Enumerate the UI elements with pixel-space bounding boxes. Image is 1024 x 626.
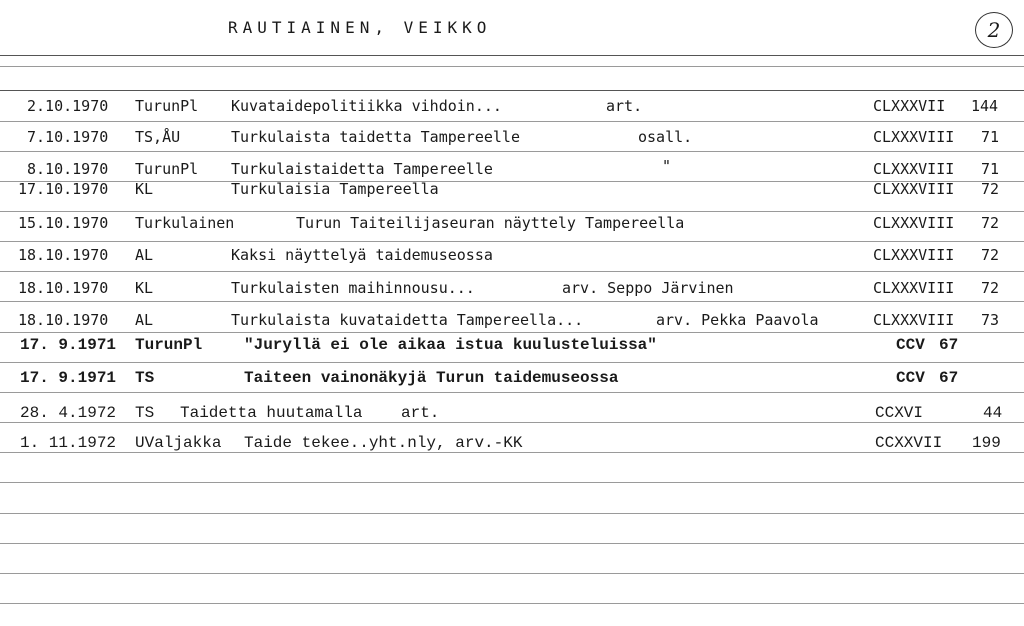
entry-source: KL (135, 279, 154, 297)
entry-ref: CLXXXVIII (873, 279, 955, 297)
entry-ref: CLXXXVIII (873, 214, 955, 232)
entry-page: 67 (939, 369, 959, 387)
entry-date: 2.10.1970 (27, 97, 109, 115)
ruled-line (0, 392, 1024, 393)
entry-page: 72 (981, 214, 1000, 232)
entry-title: Taiteen vainonäkyjä Turun taidemuseossa (244, 369, 619, 387)
entry-row (0, 246, 1024, 268)
card-header-name: RAUTIAINEN, VEIKKO (228, 18, 492, 37)
ruled-line (0, 482, 1024, 483)
entry-title: Turkulaisia Tampereella (231, 180, 439, 198)
entry-note: " (662, 157, 672, 175)
entry-page: 73 (981, 311, 1000, 329)
entry-ref: CLXXXVIII (873, 128, 955, 146)
entry-date: 28. 4.1972 (20, 404, 117, 422)
ruled-line (0, 151, 1024, 152)
entry-date: 8.10.1970 (27, 160, 109, 178)
entry-note: osall. (638, 128, 693, 146)
entry-ref: CLXXXVIII (873, 180, 955, 198)
entry-date: 17. 9.1971 (20, 336, 117, 354)
entry-title: "Juryllä ei ole aikaa istua kuulusteluissa" (244, 336, 657, 354)
ruled-line (0, 543, 1024, 544)
entry-note: art. (606, 97, 643, 115)
entry-title: Turun Taiteilijaseuran näyttely Tampereella (296, 214, 685, 232)
ruled-line (0, 211, 1024, 212)
entry-title: Kuvataidepolitiikka vihdoin... (231, 97, 502, 115)
entry-page: 71 (981, 160, 1000, 178)
ruled-line (0, 362, 1024, 363)
entry-date: 18.10.1970 (18, 246, 109, 264)
entry-row (0, 97, 1024, 119)
entry-date: 18.10.1970 (18, 279, 109, 297)
entry-ref: CCXXVII (875, 434, 943, 452)
entry-title: Taide tekee..yht.nly, arv.-KK (244, 434, 523, 452)
entry-row (0, 214, 1024, 236)
entry-page: 71 (981, 128, 1000, 146)
entry-row (0, 311, 1024, 333)
ruled-line (0, 66, 1024, 67)
entry-row (0, 369, 1024, 391)
entry-row (0, 279, 1024, 301)
entry-ref: CLXXXVII (873, 97, 946, 115)
entry-date: 1. 11.1972 (20, 434, 117, 452)
entry-date: 15.10.1970 (18, 214, 109, 232)
ruled-line (0, 603, 1024, 604)
entry-page: 199 (972, 434, 1001, 452)
entry-source: TurunPl (135, 336, 203, 354)
entry-title: Turkulaisten maihinnousu... (231, 279, 475, 297)
entry-title: Turkulaista taidetta Tampereelle (231, 128, 520, 146)
entry-ref: CLXXXVIII (873, 160, 955, 178)
entry-row (0, 128, 1024, 150)
entry-row (0, 404, 1024, 426)
ruled-line (0, 271, 1024, 272)
entry-source: TS,ÅU (135, 128, 181, 146)
entry-source: TurunPl (135, 160, 199, 178)
ruled-line (0, 513, 1024, 514)
entry-note: arv. Pekka Paavola (656, 311, 819, 329)
ruled-line (0, 301, 1024, 302)
entry-source: KL (135, 180, 154, 198)
entry-page: 72 (981, 180, 1000, 198)
entry-page: 44 (983, 404, 1003, 422)
entry-row (0, 157, 1024, 182)
entry-source: Turkulainen (135, 214, 235, 232)
entry-note: arv. Seppo Järvinen (562, 279, 734, 297)
entry-title: Turkulaista kuvataidetta Tampereella... (231, 311, 584, 329)
entry-title: Turkulaistaidetta Tampereelle (231, 160, 493, 178)
ruled-line (0, 241, 1024, 242)
header-rule (0, 55, 1024, 56)
entry-page: 67 (939, 336, 959, 354)
entry-date: 18.10.1970 (18, 311, 109, 329)
entry-row (0, 336, 1024, 358)
entry-ref: CCV (896, 369, 925, 387)
entry-date: 17. 9.1971 (20, 369, 117, 387)
entry-page: 144 (971, 97, 999, 115)
ruled-line (0, 121, 1024, 122)
entry-row (0, 180, 1024, 202)
entry-source: TS (135, 369, 155, 387)
entry-source: AL (135, 311, 154, 329)
entry-source: AL (135, 246, 154, 264)
entry-date: 17.10.1970 (18, 180, 109, 198)
entry-page: 72 (981, 246, 1000, 264)
card-number-circle: 2 (975, 12, 1013, 48)
entry-title: Taidetta huutamalla (180, 404, 363, 422)
entry-page: 72 (981, 279, 1000, 297)
entry-ref: CLXXXVIII (873, 311, 955, 329)
entry-note: art. (401, 404, 440, 422)
ruled-line (0, 573, 1024, 574)
ruled-line (0, 90, 1024, 91)
entry-source: TurunPl (135, 97, 199, 115)
entry-title: Kaksi näyttelyä taidemuseossa (231, 246, 493, 264)
entry-source: UValjakka (135, 434, 222, 452)
entry-ref: CCXVI (875, 404, 924, 422)
entry-date: 7.10.1970 (27, 128, 109, 146)
entry-ref: CCV (896, 336, 925, 354)
entry-ref: CLXXXVIII (873, 246, 955, 264)
entry-row (0, 434, 1024, 456)
entry-source: TS (135, 404, 155, 422)
